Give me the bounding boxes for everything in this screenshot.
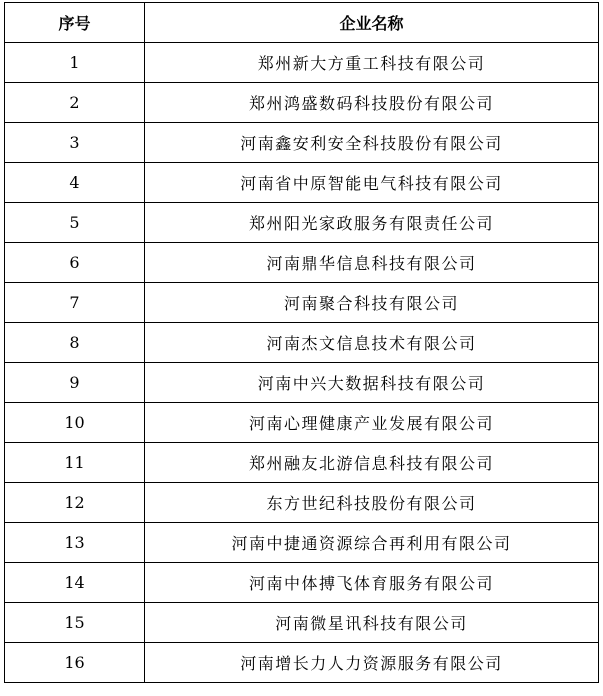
company-name: 郑州鸿盛数码科技股份有限公司 (145, 83, 599, 123)
row-number: 7 (5, 283, 145, 323)
header-serial-number: 序号 (5, 3, 145, 43)
table-row (5, 323, 599, 363)
company-name: 河南微星讯科技有限公司 (145, 603, 599, 643)
table-row (5, 243, 599, 283)
table-row (5, 83, 599, 123)
row-number: 15 (5, 603, 145, 643)
row-number: 2 (5, 83, 145, 123)
table-row (5, 483, 599, 523)
row-number: 8 (5, 323, 145, 363)
company-name: 河南聚合科技有限公司 (145, 283, 599, 323)
row-number: 5 (5, 203, 145, 243)
table-row (5, 123, 599, 163)
table-row (5, 643, 599, 683)
header-row (5, 3, 599, 43)
row-number: 12 (5, 483, 145, 523)
table-row (5, 43, 599, 83)
row-number: 4 (5, 163, 145, 203)
table-row (5, 563, 599, 603)
company-name: 河南心理健康产业发展有限公司 (145, 403, 599, 443)
header-company-name: 企业名称 (145, 3, 599, 43)
row-number: 9 (5, 363, 145, 403)
company-name: 河南中体搏飞体育服务有限公司 (145, 563, 599, 603)
table-row (5, 163, 599, 203)
table-row (5, 443, 599, 483)
table-row (5, 603, 599, 643)
company-name: 东方世纪科技股份有限公司 (145, 483, 599, 523)
company-name: 河南中兴大数据科技有限公司 (145, 363, 599, 403)
row-number: 1 (5, 43, 145, 83)
company-name: 河南增长力人力资源服务有限公司 (145, 643, 599, 683)
company-name: 河南省中原智能电气科技有限公司 (145, 163, 599, 203)
company-name: 郑州融友北游信息科技有限公司 (145, 443, 599, 483)
company-name: 郑州阳光家政服务有限责任公司 (145, 203, 599, 243)
row-number: 13 (5, 523, 145, 563)
table-row (5, 283, 599, 323)
company-name: 河南鑫安利安全科技股份有限公司 (145, 123, 599, 163)
table-row (5, 203, 599, 243)
company-name: 河南鼎华信息科技有限公司 (145, 243, 599, 283)
company-name: 河南杰文信息技术有限公司 (145, 323, 599, 363)
row-number: 16 (5, 643, 145, 683)
table-row (5, 363, 599, 403)
table-row (5, 523, 599, 563)
company-table (4, 2, 599, 683)
row-number: 11 (5, 443, 145, 483)
table-row (5, 403, 599, 443)
row-number: 14 (5, 563, 145, 603)
row-number: 10 (5, 403, 145, 443)
row-number: 6 (5, 243, 145, 283)
row-number: 3 (5, 123, 145, 163)
company-name: 河南中捷通资源综合再利用有限公司 (145, 523, 599, 563)
company-name: 郑州新大方重工科技有限公司 (145, 43, 599, 83)
